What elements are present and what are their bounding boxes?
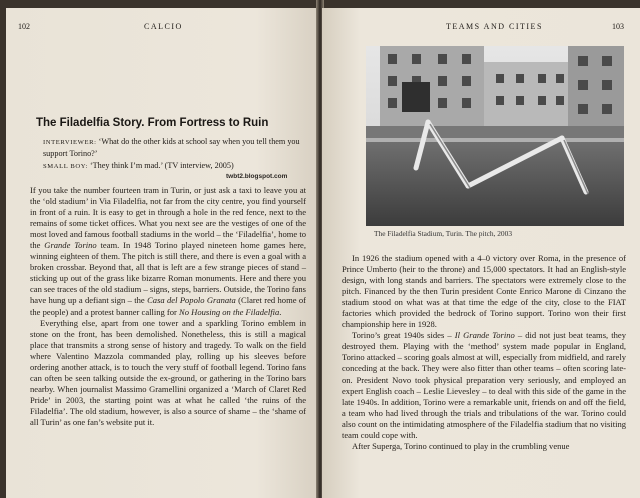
right-running-head: TEAMS AND CITIES	[446, 22, 543, 31]
paragraph: If you take the number fourteen tram in Turin, or just ask a taxi to leave you at the ‘old stadium’ in Via Filadelfia, not far from the city centre, you find yourself in front of a ruin. It is easy to get in through a hole in the red fence, next to the remains of some ticket offices. What you next see are the vestiges of one of the most loved and famous football stadiums in the world – the ‘Filadelfia’, home to the Grande Torino team. In 1948 Torino played nineteen home games here, winning eighteen of them. The pitch is still there, and there is even a goal with a broken crossbar. Beyond that, all that is left are a few strange pieces of stand – sticking up out of the grass like bizarre Roman monuments. Here and there you can see traces of the old stadium – signs, steps, barriers. Outside, the Torino fans have hung up a defiant sign – the Casa del Popolo Granata (Claret red home of the people) and a protest banner calling for No Housing on the Filadelfia.	[30, 185, 306, 317]
right-page	[322, 8, 640, 498]
paragraph: After Superga, Torino continued to play in the crumbling venue	[352, 440, 570, 451]
left-running-head: CALCIO	[144, 22, 183, 31]
photo-caption: The Filadelfia Stadium, Turin. The pitch, 2003	[374, 229, 513, 238]
paragraph: Everything else, apart from one tower and a sparkling Torino emblem in stone on the front, has been demolished. Nonetheless, this is still a magical place that transmits a strong sense of history and tragedy. To walk on the field where Valentino Mazzola commanded play, rolling up his sleeves before ordering another attack, is to touch the very stuff of football legend. Torino fans can often be seen talking outside the ex-ground, or gathering in the Torino bars nearby. When journalist Massimo Gramellini organized a ‘March of Claret Red Pride’ in 2003, the starting point was at what he called ‘the ruins of the Filadelfia’. The old stadium, however, is also a source of shame – the ‘shame of all Turin’ as one fan’s website put it.	[30, 317, 306, 427]
epigraph-text: ‘What do the other kids at school say when you tell them you support Torino?’	[43, 137, 300, 158]
left-body-text	[30, 185, 306, 428]
epigraph-line-small-boy	[43, 160, 305, 172]
right-body-text	[342, 253, 626, 452]
left-page-number: 102	[18, 22, 30, 31]
epigraph-speaker: SMALL BOY:	[43, 163, 88, 170]
paragraph: In 1926 the stadium opened with a 4–0 victory over Roma, in the presence of Prince Umberto (heir to the throne) and 15,000 spectators. It had an English-style design, with long stands and barriers. The spectators were extremely close to the pitch. Financed by the then Turin president Conte Enrico Marone di Cinzano the stadium stood on what was at that time the edge of the city, close to the FIAT factories which provided the bedrock of Torino support. Torino won their first championship here in 1928.	[342, 253, 626, 330]
paragraph: Torino’s great 1940s sides – Il Grande Torino – did not just beat teams, they destroyed them. Playing with the ‘method’ system made popular in England, Torino attacked – scoring goals almost at will, especially from midfield, and rarely conceding at the back. They were also fitter than other teams – often scoring late-on. President Novo took physical preparation very seriously, and employed an expert English coach – Leslie Lievesley – to deal with this side of the game in the late 1940s. In addition, Torino were a remarkable unit, friends on and off the field, a team who had lived through the trials and tribulations of the war. Torino could also count on the intimidating atmosphere of the Filadelfia stadium that no visiting team could cope with.	[342, 330, 626, 440]
stadium-photo-frame	[366, 46, 624, 240]
epigraph-line-interviewer	[43, 136, 305, 159]
epigraph-speaker: INTERVIEWER:	[43, 139, 97, 146]
chapter-title: The Filadelfia Story. From Fortress to Ruin	[36, 117, 269, 129]
stadium-photo	[366, 46, 624, 226]
epigraph-text: ‘They think I’m mad.’ (TV interview, 2005)	[89, 161, 234, 170]
left-page	[6, 8, 318, 498]
right-page-number: 103	[612, 22, 624, 31]
blog-watermark: twbt2.blogspot.com	[226, 173, 288, 180]
